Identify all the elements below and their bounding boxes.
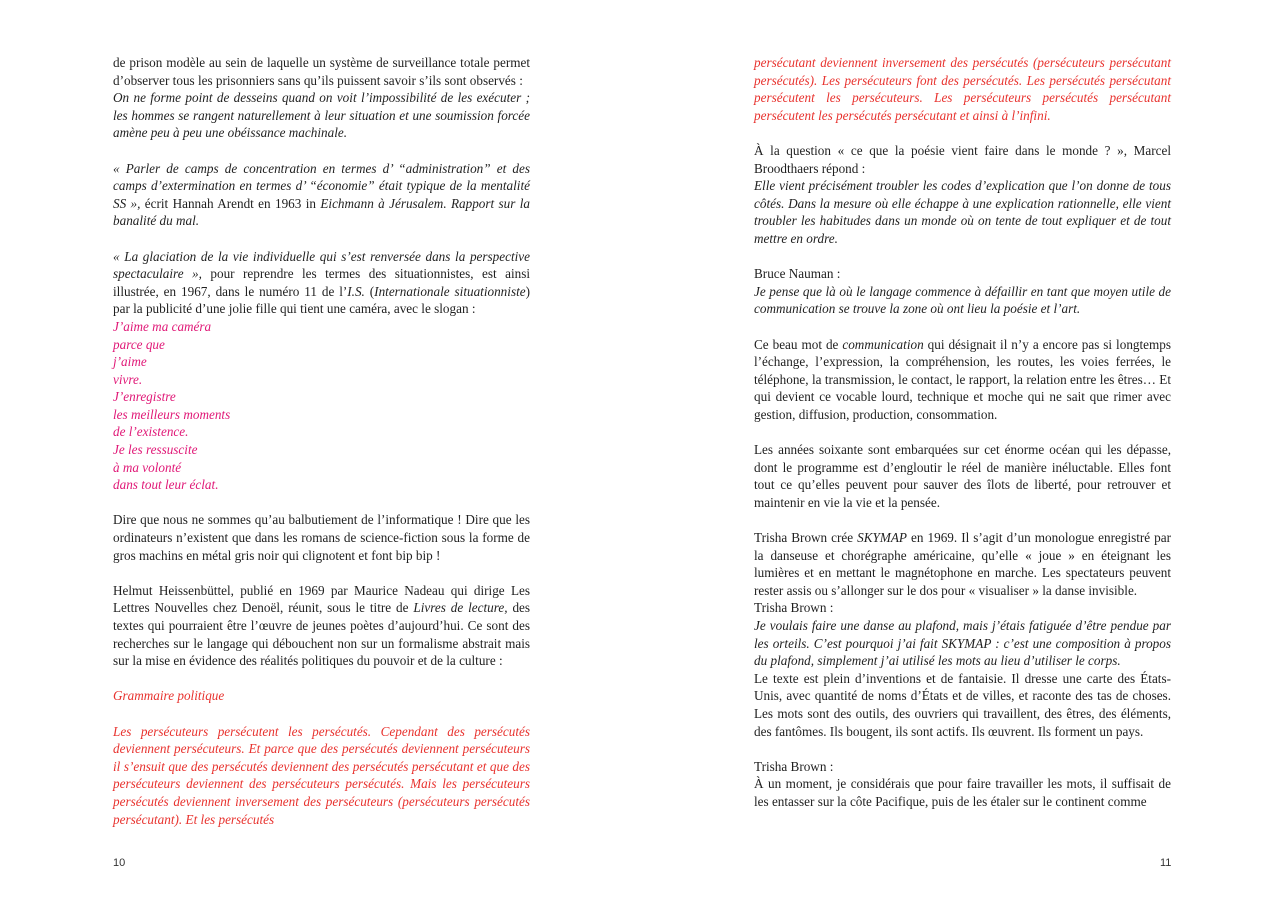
quote: « La glaciation de la vie individuelle qui s’est renversée dans la perspective spectaculaire », [113,248,530,282]
paragraph: À la question « ce que la poésie vient faire dans le monde ? », Marcel Broodthaers répond : [754,142,1171,176]
speaker-name: Trisha Brown : [754,758,834,774]
paragraph [113,582,530,670]
body-text: ) par la publicité d’une jolie fille qui tient une caméra, avec le slogan : [113,283,530,317]
body-text: Trisha Brown crée [754,530,854,546]
slogan [113,318,530,494]
book-title: Livres de lecture, [413,600,508,616]
poem-text: persécutant deviennent inversement des persécutés (persécuteurs persécutant persécutés). Les persécuteurs font des persécutés. Les persécutés persécutant persécutent les persécuteurs. Les persécuteurs persécutés persécutant persécutent les persécutés persécutant et ainsi à l’infini. [754,55,1171,123]
body-text: de prison modèle au sein de laquelle un système de surveillance totale permet d’observer tous les prisonniers sans qu’ils puissent savoir s’ils sont observés : [113,55,530,88]
slogan-line: Je les ressuscite [113,442,198,458]
book-title: Eichmann à Jérusalem. Rapport sur la banalité du mal. [113,195,531,229]
slogan-line: les meilleurs moments [113,406,231,422]
speaker-name: Trisha Brown : [754,600,834,616]
paragraph: Le texte est plein d’inventions et de fantaisie. Il dresse une carte des États-Unis, avec quantité de noms d’États et de villes, et raconte des tas de choses. Les mots sont des outils, des ouvriers qui travaillent, des êtres, des éléments, des fantômes. Ils bougent, ils sont actifs. Ils œuvrent. Ils forment un pays. [754,670,1171,739]
paragraph [113,54,530,89]
quote: « Parler de camps de concentration en termes d’ “administration” et des camps d’extermination en termes d’ “économie” était typique de la mentalité SS », [113,160,530,211]
paragraph [113,248,530,318]
poem-text: Les persécuteurs persécutent les persécutés. Cependant des persécutés deviennent persécuteurs. Et parce que des persécutés deviennent persécuteurs il s’ensuit que des persécutés deviennent des persécutés persécutant et que des persécuteurs deviennent des persécuteurs persécutés. Mais les persécuteurs persécutés deviennent inversement des persécuteurs (persécuteurs persécutés persécutant). Et les persécutés [113,723,530,827]
paragraph [754,336,1171,424]
quote: Elle vient précisément troubler les codes d’explication que l’on donne de tous côtés. Dans la mesure où elle échappe à une explication rationnelle, elle vient troubler les habitudes dans un monde où on tente de tout expliquer et de tout mettre en ordre. [754,178,1171,246]
paragraph: Les années soixante sont embarquées sur cet énorme océan qui les dépasse, dont le programme est d’engloutir le réel de manière inéluctable. Elles font tout ce qu’elles peuvent pour sauver des îlots de liberté, pour retrouver et maintenir en vie la vie et la pensée. [754,442,1171,510]
slogan-line: à ma volonté [113,459,182,475]
quote: Je pense que là où le langage commence à défaillir en tant que moyen utile de communication se trouve la zone où ont lieu la poésie et l’art. [754,283,1171,317]
page-number: 11 [1160,857,1172,869]
paragraph [754,529,1171,599]
body-text: ( [369,283,375,299]
paragraph: À un moment, je considérais que pour faire travailler les mots, il suffisait de les entasser sur la côte Pacifique, puis de les étaler sur le continent comme [754,776,1171,809]
right-page [754,54,1171,811]
quote: On ne forme point de desseins quand on voit l’impossibilité de les exécuter ; les hommes se rangent naturellement à leur situation et une soumission forcée amène peu à peu une obéissance machinale. [113,90,530,141]
page-number: 10 [113,857,126,869]
paragraph [113,160,530,230]
work-title: SKYMAP [857,530,907,546]
body-text: Helmut Heissenbüttel, publié en 1969 par Maurice Nadeau qui dirige Les Lettres Nouvelles chez Denoël, réunit, sous le titre de [113,582,530,616]
left-page [113,54,530,846]
slogan-line: parce que [113,336,165,352]
slogan-line: J’aime ma caméra [113,318,212,334]
body-text: Ce beau mot de [754,336,839,352]
body-text: des textes qui pourraient être l’œuvre de jeunes poètes d’aujourd’hui. Ce sont des recherches sur le langage qui débouchent non sur un formalisme abstrait mais sur la mise en évidence des réalités politiques du pouvoir et de la culture : [113,600,531,669]
paragraph: Dire que nous ne sommes qu’au balbutiement de l’informatique ! Dire que les ordinateurs n’existent que dans les romans de science-fiction sous la forme de gros machins en métal gris noir qui clignotent et font bip bip ! [113,512,530,563]
poem-title: Grammaire politique [113,688,225,704]
slogan-line: J’enregistre [113,389,176,405]
body-text: qui désignait il n’y a encore pas si longtemps l’échange, l’expression, la compréhension, les routes, les voies ferrées, le téléphone, la transmission, le contact, le rapport, la relation entre les êtres… Et qui devient ce vocable lourd, technique et moche qui ne sait que rimer avec gestion, diffusion, production, consommation. [754,336,1172,422]
body-text: pour reprendre les termes des situationnistes, est ainsi illustrée, en 1967, dans le numéro 11 de l’ [113,266,531,299]
slogan-line: dans tout leur éclat. [113,477,219,493]
journal-abbrev: I.S. [347,283,365,299]
slogan-line: vivre. [113,371,143,387]
emphasis: communication [842,336,924,352]
quote: Je voulais faire une danse au plafond, mais j’étais fatiguée d’être pendue par les orteils. C’est pourquoi j’ai fait SKYMAP : c’est une composition à propos du plafond, simplement j’ai utilisé les mots au lieu d’utiliser le corps. [754,618,1171,669]
speaker-name: Bruce Nauman : [754,266,841,282]
journal-title: Internationale situationniste [374,283,526,299]
body-text: écrit Hannah Arendt en 1963 in [144,195,316,211]
body-text: en 1969. Il s’agit d’un monologue enregistré par la danseuse et chorégraphe américaine, qu’elle « joue » en éteignant les lumières et en mettant le magnétophone en marche. Les spectateurs peuvent rester assis ou s’allonger sur le dos pour « visualiser » la danse invisible. [754,530,1172,598]
slogan-line: de l’existence. [113,424,189,440]
slogan-line: j’aime [113,354,147,370]
